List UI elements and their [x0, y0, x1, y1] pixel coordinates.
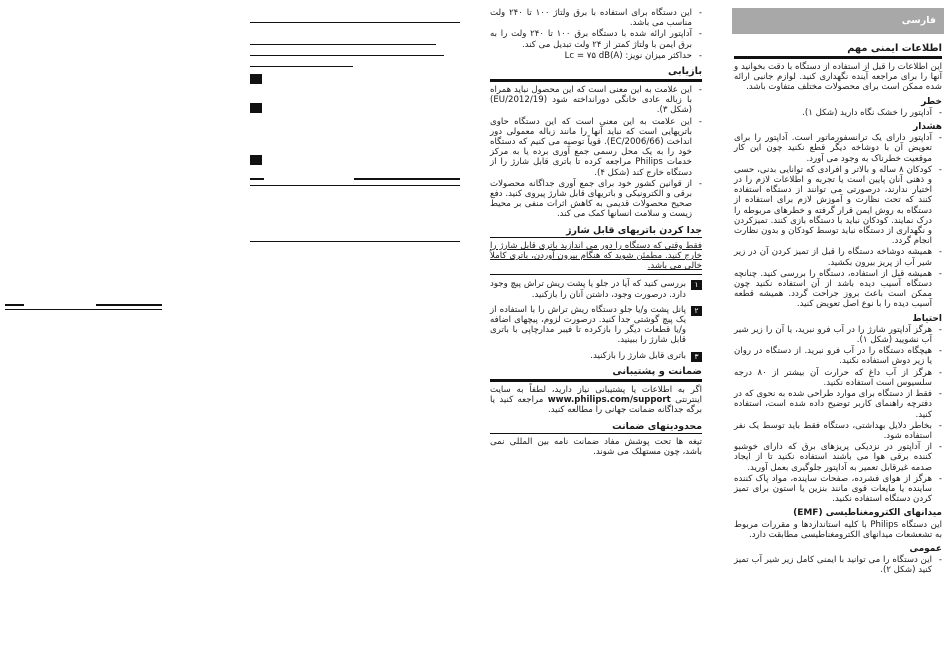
battery-warning: فقط وقتی که دستگاه را دور می اندازید باتری قابل شارژ را خارج کنید. مطمئن شوید که هنگام بیرون آوردن، باتری کاملاً خالی می باشد. — [490, 241, 702, 276]
step-number: ۳ — [691, 352, 702, 362]
list-item: - بخاطر دلایل بهداشتی، دستگاه فقط باید توسط یک نفر استفاده شود. — [734, 421, 932, 441]
form-line — [250, 185, 460, 186]
middle-column — [490, 8, 702, 461]
emf-text: این دستگاه Philips با کلیه استانداردها و مقررات مربوط به تشعشعات میدانهای الکترومغناطیسی مطابقت دارد. — [734, 519, 942, 540]
list-item: - این دستگاه برای استفاده با برق ولتاژ ۱۰۰ تا ۲۴۰ ولت مناسب می باشد. — [490, 8, 692, 28]
warranty-post: مراجعه کنید یا برگه جداگانه ضمانت جهانی را مطالعه کنید. — [490, 395, 702, 416]
list-item: - آداپتور ارائه شده با دستگاه برق ۱۰۰ تا ۲۴۰ ولت را به برق ایمن با ولتاژ کمتر از ۲۴ ولت تبدیل می کند. — [490, 29, 692, 49]
right-column — [734, 38, 942, 577]
caution-title: احتیاط — [912, 313, 942, 324]
list-item: - آداپتور را خشک نگاه دارید (شکل ۱). — [734, 108, 932, 118]
list-item: - هرگز از آب داغ که حرارت آن بیشتر از ۸۰ درجه سلسیوس است استفاده نکنید. — [734, 368, 932, 388]
form-line — [354, 178, 460, 180]
list-item: - هیچگاه دستگاه را در آب فرو نبرید. از دستگاه در روان یا زیر دوش استفاده نکنید. — [734, 346, 932, 366]
step-2 — [490, 305, 702, 346]
list-item: - حداکثر میزان نویز: Lc = ۷۵ dB(A) — [490, 51, 692, 61]
step-text: بررسی کنید که آیا در جلو یا پشت ریش تراش پیچ وجود دارد. درصورت وجود، داشتن آنان را بازکنید. — [490, 279, 686, 300]
list-item: - هرگز آداپتور شارژ را در آب فرو نبرید، یا آن را زیر شیر آب نشویید (شکل ۱). — [734, 325, 932, 345]
form-line — [250, 44, 436, 45]
limits-text: تیغه ها تحت پوشش مفاد ضمانت نامه بین المللی نمی باشد، چون مستهلک می شوند. — [490, 436, 702, 457]
safety-title: اطلاعات ایمنی مهم — [734, 43, 942, 59]
list-item: - از قوانین کشور خود برای جمع آوری جداگانه محصولات برقی و الکترونیکی و باتریهای قابل شارژ پیروی کنید. دفع صحیح محصولات قدیمی به کاهش اثرات منفی بر محیط زیست و سلامت انسانها کمک می کند. — [490, 179, 692, 220]
form-line — [250, 66, 353, 67]
language-tab — [732, 8, 944, 34]
step-text: باتری قابل شارژ را بازکنید. — [590, 350, 686, 361]
list-item: - کودکان ۸ ساله و بالاتر و افرادی که توانایی بدنی، حسی و ذهنی آنان پایین است یا تجربه و اطلاعات لازم را در اختیار ندارند، درصورتی می توانند از دستگاه استفاده کنند که تحت نظارت و آموزش لازم برای استفاده از دستگاه به روش ایمن قرار گرفته و خطرهای مربوطه را درک نمایند. کودکان نباید با دستگاه بازی کنند. تمیزکردن و نگهداری از دستگاه نباید توسط کودکان و بدون نظارت انجام گردد. — [734, 165, 932, 247]
safety-intro: این اطلاعات را قبل از استفاده از دستگاه با دقت بخوانید و آنها را برای مراجعه آینده نگهداری کنید. لوازم جانبی ارائه شده ممکن است برای محصولات مختلف متفاوت باشد. — [734, 62, 942, 93]
list-item: - همیشه قبل از استفاده، دستگاه را بررسی کنید. چنانچه دستگاه آسیب دیده باشد از آن استفاده نکنید چون ممکن است باعث بروز جراحت گردد. همیشه قطعه آسیب دیده را با نوع اصل تعویض کنید. — [734, 269, 932, 310]
form-line — [96, 304, 162, 306]
list-item: - این علامت به این معنی است که این محصول نباید همراه با زباله عادی خانگی دورانداخته شود (2012/19/EU) (شکل ۳). — [490, 85, 692, 116]
caution-list — [734, 325, 942, 504]
step-text: پانل پشت و/یا جلو دستگاه ریش تراش را با استفاده از یک پیچ گوشتی جدا کنید. درصورت لزوم، پیچهای اضافه و/یا قطعات دیگر را بازکرده تا فیبر مدارچاپی با باتری قابل شارژ را ببینید. — [490, 304, 686, 346]
support-link[interactable]: www.philips.com/support — [547, 395, 671, 406]
form-line — [250, 178, 264, 180]
form-line — [250, 55, 444, 56]
recycling-title: بازیابی — [490, 66, 702, 82]
step-number: ۱ — [691, 280, 702, 290]
form-line — [5, 304, 24, 306]
list-item: - فقط از دستگاه برای موارد طراحی شده به نحوی که در دفترچه راهنمای کاربر توضیح داده شده است، استفاده کنید. — [734, 389, 932, 420]
list-item: - همیشه دوشاخه دستگاه را قبل از تمیز کردن آن در زیر شیر آب از پریز بیرون بکشید. — [734, 247, 932, 267]
step-3 — [490, 351, 702, 361]
warranty-pre: اگر به اطلاعات یا پشتیبانی نیاز دارید، لطفاً به سایت اینترنتی — [490, 384, 703, 406]
figure-marker — [250, 155, 262, 165]
figure-marker — [250, 74, 262, 84]
warning-title: هشدار — [913, 122, 942, 133]
recycling-list — [490, 85, 702, 220]
warranty-text — [490, 385, 702, 416]
list-item: - از آداپتور در نزدیکی پریزهای برق که دارای خوشبو کننده برقی هوا می باشند استفاده نکنید تا از ایجاد صدمه غیرقابل تعمیر به آداپتور جلوگیری بعمل آورید. — [734, 442, 932, 473]
form-line — [250, 22, 460, 23]
step-1 — [490, 279, 702, 299]
list-item: - هرگز از هوای فشرده، صفحات ساینده، مواد پاک کننده ساینده یا مایعات قوی مانند بنزین یا استون برای تمیز کردن دستگاه استفاده نکنید. — [734, 474, 932, 505]
battery-title: جدا کردن باتریهای قابل شارژ — [490, 226, 702, 238]
list-item: - آداپتور دارای یک ترانسفورماتور است. آداپتور را برای تعویض آن با دوشاخه دیگر قطع نکنید چون این کار موقعیت خطرناک به وجود می آورد. — [734, 133, 932, 164]
general-title: عمومی — [909, 543, 942, 554]
danger-list — [734, 108, 942, 118]
form-line — [5, 309, 162, 310]
warranty-title: ضمانت و پشتیبانی — [490, 366, 702, 382]
step-number: ۲ — [691, 306, 702, 316]
figure-marker — [250, 103, 262, 113]
danger-title: خطر — [921, 96, 942, 107]
general-list — [734, 555, 942, 575]
list-item: - این علامت به این معنی است که این دستگاه حاوی باتریهایی است که نباید آنها را مانند زباله معمولی دور انداخت (2006/66/EC). قویاً توصیه می کنیم که دستگاه خود را به یک محل رسمی جمع آوری برده یا به مرکز خدمات Philips مراجعه کرده تا باتری قابل شارژ را از دستگاه خارج کند (شکل ۴). — [490, 117, 692, 178]
list-item: - این دستگاه را می توانید با ایمنی کامل زیر شیر آب تمیز کنید (شکل ۲). — [734, 555, 932, 575]
emf-title: میدانهای الکترومغناطیسی (EMF) — [793, 508, 942, 519]
limits-title: محدودیتهای ضمانت — [490, 422, 702, 434]
specs-list — [490, 8, 702, 61]
warning-list — [734, 133, 942, 309]
form-line — [250, 241, 460, 242]
language-tab-label: فارسی — [901, 15, 936, 26]
